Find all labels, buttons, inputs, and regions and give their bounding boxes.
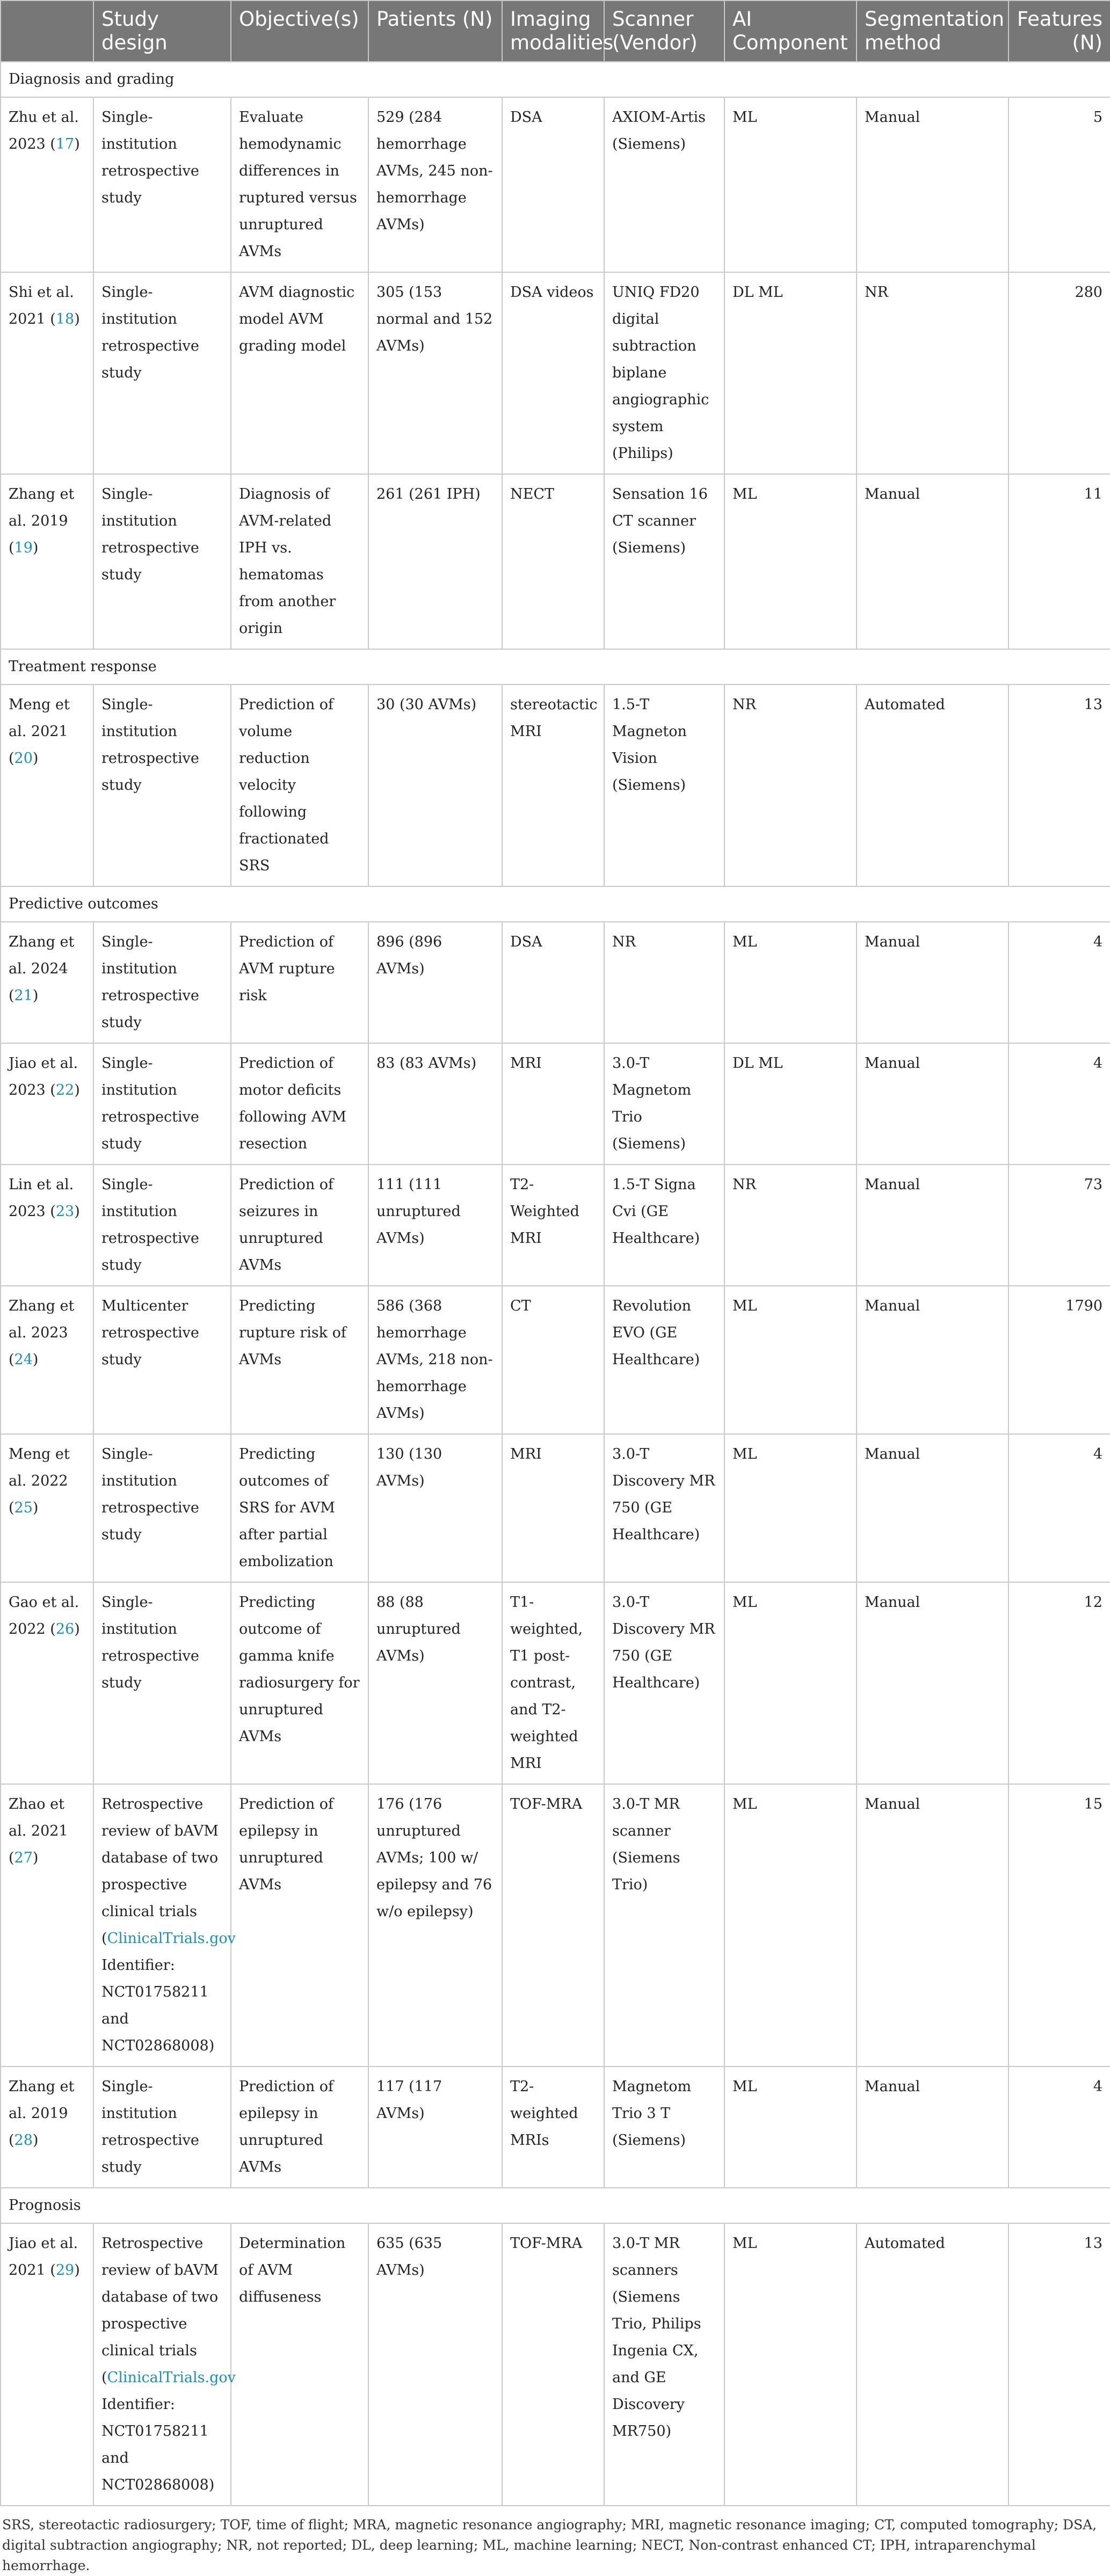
study-close-paren: )	[74, 1621, 80, 1638]
features-cell: 15	[1009, 1784, 1110, 2066]
section-row	[1, 886, 1110, 922]
segmentation-cell: Manual	[857, 1784, 1009, 2066]
header-cell-patients: Patients (N)	[368, 1, 502, 62]
reference-link[interactable]: 28	[14, 2132, 33, 2149]
study-design-cell: Single-institution retrospective study	[93, 685, 231, 886]
section-title: Predictive outcomes	[1, 886, 1110, 922]
scanner-cell: UNIQ FD20 digital subtraction biplane angiographic system (Philips)	[604, 272, 724, 474]
study-close-paren: )	[74, 2262, 80, 2279]
features-cell: 4	[1009, 922, 1110, 1043]
segmentation-cell: Manual	[857, 1434, 1009, 1582]
imaging-cell: MRI	[502, 1043, 604, 1165]
scanner-cell: AXIOM-Artis (Siemens)	[604, 97, 724, 272]
study-design-identifier: Identifier: NCT01758211 and NCT02868008)	[101, 1957, 215, 2054]
study-name: Meng et al. 2022 (	[9, 1446, 70, 1516]
imaging-cell: TOF-MRA	[502, 1784, 604, 2066]
study-design-cell: Single-institution retrospective study	[93, 1582, 231, 1784]
study-close-paren: )	[32, 750, 39, 767]
section-title: Diagnosis and grading	[1, 62, 1110, 97]
reference-link[interactable]: 22	[55, 1082, 75, 1098]
table-row	[1, 2066, 1110, 2188]
study-design-identifier: Identifier: NCT01758211 and NCT02868008)	[101, 2396, 215, 2493]
segmentation-cell: Automated	[857, 685, 1009, 886]
study-design-cell: Single-institution retrospective study	[93, 1434, 231, 1582]
study-close-paren: )	[32, 987, 39, 1004]
header-cell-imaging-modalities: Imaging modalities	[502, 1, 604, 62]
imaging-cell: DSA	[502, 97, 604, 272]
reference-link[interactable]: 21	[14, 987, 33, 1004]
scanner-cell: 3.0-T Discovery MR 750 (GE Healthcare)	[604, 1582, 724, 1784]
ai-component-cell: DL ML	[724, 1043, 857, 1165]
study-close-paren: )	[32, 2132, 39, 2149]
segmentation-cell: Manual	[857, 1286, 1009, 1434]
imaging-cell: MRI	[502, 1434, 604, 1582]
ai-component-cell: ML	[724, 2066, 857, 2188]
study-close-paren: )	[74, 311, 80, 328]
segmentation-cell: Manual	[857, 1582, 1009, 1784]
imaging-cell: T2-weighted MRIs	[502, 2066, 604, 2188]
objective-cell: Prediction of AVM rupture risk	[231, 922, 368, 1043]
header-cell-study	[1, 1, 93, 62]
study-cell	[1, 1165, 93, 1286]
study-cell	[1, 685, 93, 886]
imaging-cell: stereotactic MRI	[502, 685, 604, 886]
patients-cell: 130 (130 AVMs)	[368, 1434, 502, 1582]
objective-cell: Determination of AVM diffuseness	[231, 2223, 368, 2506]
study-design-cell: Single-institution retrospective study	[93, 97, 231, 272]
objective-cell: Prediction of volume reduction velocity following fractionated SRS	[231, 685, 368, 886]
header-cell-objectives: Objective(s)	[231, 1, 368, 62]
ai-component-cell: NR	[724, 685, 857, 886]
header-cell-features: Features (N)	[1009, 1, 1110, 62]
features-cell: 11	[1009, 474, 1110, 649]
segmentation-cell: Manual	[857, 97, 1009, 272]
study-cell	[1, 2223, 93, 2506]
scanner-cell: Magnetom Trio 3 T (Siemens)	[604, 2066, 724, 2188]
segmentation-cell: Manual	[857, 2066, 1009, 2188]
table-row	[1, 97, 1110, 272]
study-design-cell	[93, 1784, 236, 2066]
ai-component-cell: ML	[724, 922, 857, 1043]
ai-component-cell: ML	[724, 1784, 857, 2066]
study-cell	[1, 922, 93, 1043]
scanner-cell: Revolution EVO (GE Healthcare)	[604, 1286, 724, 1434]
imaging-cell: T2-Weighted MRI	[502, 1165, 604, 1286]
scanner-cell: 3.0-T Magnetom Trio (Siemens)	[604, 1043, 724, 1165]
objective-cell: Predicting outcomes of SRS for AVM after partial embolization	[231, 1434, 368, 1582]
features-cell: 4	[1009, 2066, 1110, 2188]
features-cell: 1790	[1009, 1286, 1110, 1434]
table-row	[1, 1582, 1110, 1784]
features-cell: 12	[1009, 1582, 1110, 1784]
study-name: Zhang et al. 2024 (	[9, 934, 75, 1004]
patients-cell: 30 (30 AVMs)	[368, 685, 502, 886]
patients-cell: 117 (117 AVMs)	[368, 2066, 502, 2188]
ai-component-cell: ML	[724, 474, 857, 649]
study-design-cell: Single-institution retrospective study	[93, 1165, 231, 1286]
table-row	[1, 922, 1110, 1043]
header-cell-scanner: Scanner (Vendor)	[604, 1, 724, 62]
scanner-cell: 1.5-T Signa Cvi (GE Healthcare)	[604, 1165, 724, 1286]
patients-cell: 88 (88 unruptured AVMs)	[368, 1582, 502, 1784]
study-design-text: Retrospective review of bAVM database of two prospective clinical trials (	[101, 2235, 219, 2386]
patients-cell: 176 (176 unruptured AVMs; 100 w/ epilepsy and 76 w/o epilepsy)	[368, 1784, 502, 2066]
table-header	[1, 1, 1110, 62]
study-name: Jiao et al. 2021 (	[9, 2235, 78, 2279]
study-cell	[1, 1784, 93, 2066]
table-row	[1, 685, 1110, 886]
study-cell	[1, 97, 93, 272]
study-design-cell: Single-institution retrospective study	[93, 2066, 231, 2188]
ai-component-cell: ML	[724, 97, 857, 272]
scanner-cell: 3.0-T MR scanner (Siemens Trio)	[604, 1784, 724, 2066]
study-design-cell: Single-institution retrospective study	[93, 272, 231, 474]
features-cell: 4	[1009, 1434, 1110, 1582]
study-design-text: Retrospective review of bAVM database of two prospective clinical trials (	[101, 1796, 219, 1947]
study-cell	[1, 1582, 93, 1784]
objective-cell: Prediction of motor deficits following AVM resection	[231, 1043, 368, 1165]
features-cell: 280	[1009, 272, 1110, 474]
segmentation-cell: Manual	[857, 1165, 1009, 1286]
objective-cell: Prediction of seizures in unruptured AVMs	[231, 1165, 368, 1286]
section-row	[1, 649, 1110, 685]
segmentation-cell: Manual	[857, 474, 1009, 649]
segmentation-cell: Automated	[857, 2223, 1009, 2506]
study-cell	[1, 1286, 93, 1434]
section-title: Treatment response	[1, 649, 1110, 685]
objective-cell: Prediction of epilepsy in unruptured AVMs	[231, 1784, 368, 2066]
imaging-cell: T1-weighted, T1 post-contrast, and T2-weighted MRI	[502, 1582, 604, 1784]
imaging-cell: DSA videos	[502, 272, 604, 474]
objective-cell: Predicting rupture risk of AVMs	[231, 1286, 368, 1434]
study-name: Zhang et al. 2019 (	[9, 486, 75, 556]
study-design-cell: Single-institution retrospective study	[93, 922, 231, 1043]
study-design-cell	[93, 2223, 236, 2506]
imaging-cell: CT	[502, 1286, 604, 1434]
table-row	[1, 2223, 1110, 2506]
reference-link[interactable]: 17	[55, 136, 75, 152]
study-close-paren: )	[32, 1850, 39, 1866]
patients-cell: 83 (83 AVMs)	[368, 1043, 502, 1165]
table-row	[1, 1286, 1110, 1434]
objective-cell: Diagnosis of AVM-related IPH vs. hematomas from another origin	[231, 474, 368, 649]
reference-link[interactable]: 18	[55, 311, 75, 328]
segmentation-cell: NR	[857, 272, 1009, 474]
study-design-cell: Single-institution retrospective study	[93, 1043, 231, 1165]
table-row	[1, 1043, 1110, 1165]
features-cell: 5	[1009, 97, 1110, 272]
clinicaltrials-link[interactable]: ClinicalTrials.gov	[107, 2369, 236, 2386]
ai-component-cell: ML	[724, 1582, 857, 1784]
reference-link[interactable]: 20	[14, 750, 33, 767]
section-row	[1, 2188, 1110, 2223]
patients-cell: 896 (896 AVMs)	[368, 922, 502, 1043]
study-name: Zhang et al. 2019 (	[9, 2078, 75, 2149]
table-row	[1, 474, 1110, 649]
patients-cell: 261 (261 IPH)	[368, 474, 502, 649]
features-cell: 13	[1009, 2223, 1110, 2506]
study-cell	[1, 272, 93, 474]
ai-component-cell: ML	[724, 1434, 857, 1582]
study-close-paren: )	[74, 1203, 80, 1220]
patients-cell: 635 (635 AVMs)	[368, 2223, 502, 2506]
patients-cell: 586 (368 hemorrhage AVMs, 218 non-hemorrhage AVMs)	[368, 1286, 502, 1434]
reference-link[interactable]: 29	[55, 2262, 75, 2279]
ai-component-cell: ML	[724, 2223, 857, 2506]
segmentation-cell: Manual	[857, 922, 1009, 1043]
patients-cell: 111 (111 unruptured AVMs)	[368, 1165, 502, 1286]
ai-component-cell: DL ML	[724, 272, 857, 474]
scanner-cell: 3.0-T MR scanners (Siemens Trio, Philips Ingenia CX, and GE Discovery MR750)	[604, 2223, 724, 2506]
features-cell: 13	[1009, 685, 1110, 886]
objective-cell: Prediction of epilepsy in unruptured AVMs	[231, 2066, 368, 2188]
features-cell: 73	[1009, 1165, 1110, 1286]
features-cell: 4	[1009, 1043, 1110, 1165]
reference-link[interactable]: 25	[14, 1500, 33, 1516]
study-name: Gao et al. 2022 (	[9, 1594, 79, 1638]
study-close-paren: )	[74, 1082, 80, 1098]
scanner-cell: Sensation 16 CT scanner (Siemens)	[604, 474, 724, 649]
segmentation-cell: Manual	[857, 1043, 1009, 1165]
table-body	[1, 62, 1110, 2506]
study-close-paren: )	[74, 136, 80, 152]
study-cell	[1, 1434, 93, 1582]
imaging-cell: DSA	[502, 922, 604, 1043]
table-row	[1, 1165, 1110, 1286]
reference-link[interactable]: 19	[14, 540, 33, 556]
clinicaltrials-link[interactable]: ClinicalTrials.gov	[107, 1930, 236, 1947]
patients-cell: 529 (284 hemorrhage AVMs, 245 non-hemorrhage AVMs)	[368, 97, 502, 272]
patients-cell: 305 (153 normal and 152 AVMs)	[368, 272, 502, 474]
table-row	[1, 272, 1110, 474]
header-cell-ai-component: AI Component	[724, 1, 857, 62]
study-name: Zhu et al. 2023 (	[9, 109, 79, 152]
study-cell	[1, 2066, 93, 2188]
reference-link[interactable]: 26	[55, 1621, 75, 1638]
reference-link[interactable]: 27	[14, 1850, 33, 1866]
study-close-paren: )	[32, 1351, 39, 1368]
study-design-cell: Single-institution retrospective study	[93, 474, 231, 649]
table-footnote: SRS, stereotactic radiosurgery; TOF, time of flight; MRA, magnetic resonance angiography; MRI, magnetic resonance imaging; CT, computed tomography; DSA, digital subtraction angiography; NR, not reported; DL, deep learning; ML, machine learning; NECT, Non-contrast enhanced CT; IPH, intraparenchymal hemorrhage.	[2, 2517, 1097, 2573]
study-name: Zhao et al. 2021 (	[9, 1796, 68, 1866]
study-name: Zhang et al. 2023 (	[9, 1298, 75, 1368]
table-row	[1, 1434, 1110, 1582]
objective-cell: AVM diagnostic model AVM grading model	[231, 272, 368, 474]
ai-component-cell: NR	[724, 1165, 857, 1286]
study-name: Shi et al. 2021 (	[9, 284, 74, 328]
objective-cell: Predicting outcome of gamma knife radiosurgery for unruptured AVMs	[231, 1582, 368, 1784]
scanner-cell: 3.0-T Discovery MR 750 (GE Healthcare)	[604, 1434, 724, 1582]
study-name: Jiao et al. 2023 (	[9, 1055, 78, 1098]
imaging-cell: NECT	[502, 474, 604, 649]
imaging-cell: TOF-MRA	[502, 2223, 604, 2506]
section-title: Prognosis	[1, 2188, 1110, 2223]
scanner-cell: NR	[604, 922, 724, 1043]
study-cell	[1, 474, 93, 649]
ai-component-cell: ML	[724, 1286, 857, 1434]
scanner-cell: 1.5-T Magneton Vision (Siemens)	[604, 685, 724, 886]
study-cell	[1, 1043, 93, 1165]
study-name: Meng et al. 2021 (	[9, 696, 70, 767]
reference-link[interactable]: 23	[55, 1203, 75, 1220]
study-close-paren: )	[32, 1500, 39, 1516]
header-cell-segmentation-method: Segmentation method	[857, 1, 1009, 62]
header-cell-study-design: Study design	[93, 1, 231, 62]
header-row	[1, 1, 1110, 62]
study-design-cell: Multicenter retrospective study	[93, 1286, 231, 1434]
objective-cell: Evaluate hemodynamic differences in ruptured versus unruptured AVMs	[231, 97, 368, 272]
study-name: Lin et al. 2023 (	[9, 1176, 74, 1220]
table-row	[1, 1784, 1110, 2066]
section-row	[1, 62, 1110, 97]
reference-link[interactable]: 24	[14, 1351, 33, 1368]
study-close-paren: )	[32, 540, 39, 556]
